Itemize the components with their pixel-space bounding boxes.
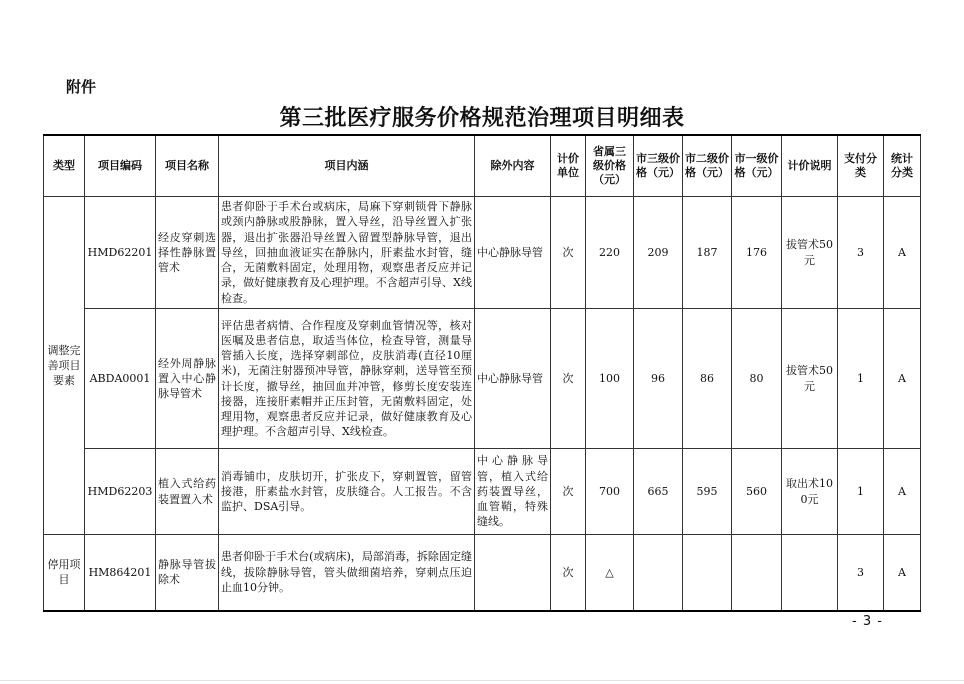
col-header-pricing-note: 计价说明 bbox=[782, 135, 838, 197]
page-bottom-divider bbox=[0, 680, 964, 681]
item-name: 静脉导管拔除术 bbox=[156, 535, 219, 611]
item-city-tier3-price: 665 bbox=[634, 449, 683, 535]
table-row bbox=[44, 535, 921, 611]
item-content: 患者仰卧于手术台(或病床)，局部消毒，拆除固定缝线，拔除静脉导管，管头做细菌培养，穿刺点压迫止血10分钟。 bbox=[219, 535, 475, 611]
item-city-tier2-price: 86 bbox=[683, 309, 732, 449]
item-payment-class: 3 bbox=[838, 197, 884, 309]
price-detail-table bbox=[43, 134, 921, 612]
table-row bbox=[44, 449, 921, 535]
item-city-tier1-price: 80 bbox=[732, 309, 782, 449]
page-number: - 3 - bbox=[852, 614, 883, 629]
item-payment-class: 1 bbox=[838, 309, 884, 449]
item-city-tier1-price: 176 bbox=[732, 197, 782, 309]
item-city-tier2-price bbox=[683, 535, 732, 611]
col-header-city-tier2-price: 市二级价格（元） bbox=[683, 135, 732, 197]
col-header-name: 项目名称 bbox=[156, 135, 219, 197]
item-content: 消毒铺巾，皮肤切开，扩张皮下，穿刺置管，留管接港，肝素盐水封管，皮肤缝合。人工报告。不含监护、DSA引导。 bbox=[219, 449, 475, 535]
item-code: ABDA0001 bbox=[85, 309, 156, 449]
item-city-tier3-price: 209 bbox=[634, 197, 683, 309]
item-city-tier1-price: 560 bbox=[732, 449, 782, 535]
item-name: 经皮穿刺选择性静脉置管术 bbox=[156, 197, 219, 309]
page-title: 第三批医疗服务价格规范治理项目明细表 bbox=[279, 105, 685, 131]
col-header-content: 项目内涵 bbox=[219, 135, 475, 197]
item-payment-class: 3 bbox=[838, 535, 884, 611]
item-pricing-note: 拔管术50元 bbox=[782, 309, 838, 449]
col-header-stat-class: 统计分类 bbox=[884, 135, 921, 197]
item-unit: 次 bbox=[551, 309, 586, 449]
col-header-payment-class: 支付分类 bbox=[838, 135, 884, 197]
item-provincial-price: 220 bbox=[586, 197, 634, 309]
item-city-tier1-price bbox=[732, 535, 782, 611]
attachment-label: 附件 bbox=[66, 78, 97, 96]
item-payment-class: 1 bbox=[838, 449, 884, 535]
item-city-tier2-price: 595 bbox=[683, 449, 732, 535]
item-unit: 次 bbox=[551, 449, 586, 535]
table-row bbox=[44, 309, 921, 449]
item-pricing-note: 拔管术50元 bbox=[782, 197, 838, 309]
item-pricing-note: 取出术100元 bbox=[782, 449, 838, 535]
item-provincial-price: △ bbox=[586, 535, 634, 611]
item-stat-class: A bbox=[884, 309, 921, 449]
col-header-type: 类型 bbox=[44, 135, 85, 197]
item-stat-class: A bbox=[884, 449, 921, 535]
table-header-row bbox=[44, 135, 921, 197]
item-provincial-price: 100 bbox=[586, 309, 634, 449]
item-exclude: 中心静脉导管 bbox=[475, 197, 551, 309]
item-stat-class: A bbox=[884, 197, 921, 309]
col-header-city-tier3-price: 市三级价格（元） bbox=[634, 135, 683, 197]
col-header-exclude: 除外内容 bbox=[475, 135, 551, 197]
item-city-tier2-price: 187 bbox=[683, 197, 732, 309]
item-exclude bbox=[475, 535, 551, 611]
item-unit: 次 bbox=[551, 197, 586, 309]
item-content: 患者仰卧于手术台或病床，局麻下穿刺锁骨下静脉或颈内静脉或股静脉，置入导丝，沿导丝置入扩张器，退出扩张器沿导丝置入留置型静脉导管，退出导丝，回抽血液证实在静脉内，肝素盐水封管，缝合，无菌敷料固定，处理用物，观察患者反应并记录，做好健康教育及心理护理。不含超声引导、X线检查。 bbox=[219, 197, 475, 309]
col-header-city-tier1-price: 市一级价格（元） bbox=[732, 135, 782, 197]
group-cell-stop: 停用项目 bbox=[44, 535, 85, 611]
col-header-unit: 计价单位 bbox=[551, 135, 586, 197]
item-code: HMD62201 bbox=[85, 197, 156, 309]
item-name: 经外周静脉置入中心静脉导管术 bbox=[156, 309, 219, 449]
item-name: 植入式给药装置置入术 bbox=[156, 449, 219, 535]
col-header-code: 项目编码 bbox=[85, 135, 156, 197]
table-row bbox=[44, 197, 921, 309]
item-content: 评估患者病情、合作程度及穿刺血管情况等，核对医嘱及患者信息，取适当体位，检查导管，测量导管插入长度，选择穿刺部位，皮肤消毒(直径10厘米)，无菌注射器预冲导管，静脉穿刺，送导管至预计长度，撤导丝，抽回血并冲管，修剪长度安装连接器，连接肝素帽并正压封管，无菌敷料固定，处理用物，观察患者反应并记录，做好健康教育及心理护理。不含超声引导、X线检查。 bbox=[219, 309, 475, 449]
col-header-provincial-price: 省属三级价格（元） bbox=[586, 135, 634, 197]
item-provincial-price: 700 bbox=[586, 449, 634, 535]
item-city-tier3-price: 96 bbox=[634, 309, 683, 449]
item-code: HM864201 bbox=[85, 535, 156, 611]
item-exclude: 中心静脉导管 bbox=[475, 309, 551, 449]
item-stat-class: A bbox=[884, 535, 921, 611]
item-code: HMD62203 bbox=[85, 449, 156, 535]
item-city-tier3-price bbox=[634, 535, 683, 611]
item-exclude: 中心静脉导管，植入式给药装置导丝，血管鞘，特殊缝线。 bbox=[475, 449, 551, 535]
group-cell-adjust: 调整完善项目要素 bbox=[44, 197, 85, 535]
item-unit: 次 bbox=[551, 535, 586, 611]
item-pricing-note bbox=[782, 535, 838, 611]
